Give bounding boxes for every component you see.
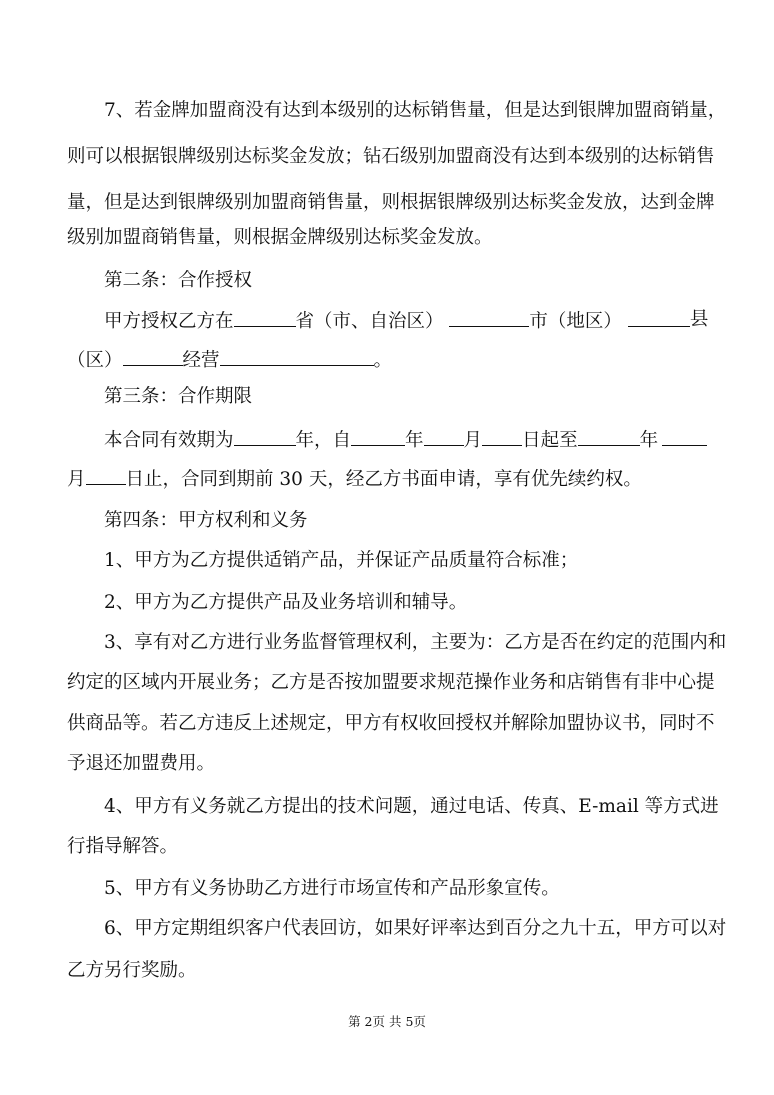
article2-line2 <box>67 346 707 374</box>
article4-item2: 2、甲方为乙方提供产品及业务培训和辅导。 <box>104 592 468 613</box>
start-year-blank[interactable] <box>351 426 405 446</box>
article4-item5: 5、甲方有义务协助乙方进行市场宣传和产品形象宣传。 <box>104 878 560 899</box>
article3-text: 年 <box>405 430 424 451</box>
article3-text: 月 <box>463 430 483 451</box>
article3-heading: 第三条：合作期限 <box>104 386 253 407</box>
district-blank[interactable] <box>123 346 183 366</box>
end-day-blank[interactable] <box>86 465 126 485</box>
article2-heading: 第二条：合作授权 <box>104 270 253 291</box>
article2-line1 <box>104 307 707 335</box>
article3-line2 <box>67 465 707 493</box>
article2-text: 市（地区） <box>529 311 622 332</box>
article3-text: 月 <box>67 469 86 490</box>
article4-item4-line1: 4、甲方有义务就乙方提出的技术问题，通过电话、传真、E-mail 等方式进 <box>104 796 719 817</box>
article3-text: 日止，合同到期前 30 天，经乙方书面申请，享有优先续约权。 <box>125 469 642 490</box>
end-year-blank[interactable] <box>578 426 640 446</box>
article4-item4-line2: 行指导解答。 <box>67 836 179 857</box>
article3-text: 本合同有效期为 <box>104 430 234 451</box>
validity-years-blank[interactable] <box>234 426 296 446</box>
article3-text: 年，自 <box>295 430 352 451</box>
province-blank[interactable] <box>234 307 296 327</box>
article3-line1 <box>104 426 707 454</box>
article4-item6-line2: 乙方另行奖励。 <box>67 960 197 981</box>
article4-item1: 1、甲方为乙方提供适销产品，并保证产品质量符合标准； <box>104 550 579 571</box>
city-blank[interactable] <box>449 307 529 327</box>
start-day-blank[interactable] <box>482 426 522 446</box>
article4-item3-line2: 约定的区域内开展业务；乙方是否按加盟要求规范操作业务和店销售有非中心提 <box>67 672 715 693</box>
article2-text: 经营 <box>182 350 220 371</box>
article2-text: 甲方授权乙方在 <box>104 311 234 332</box>
article3-text: 日起至 <box>522 430 578 451</box>
clause7-line3: 量，但是达到银牌级别加盟商销售量，则根据银牌级别达标奖金发放，达到金牌 <box>67 192 715 213</box>
clause7-line2: 则可以根据银牌级别达标奖金发放；钻石级别加盟商没有达到本级别的达标销售 <box>67 146 715 167</box>
county-blank[interactable] <box>628 307 690 327</box>
article4-heading: 第四条：甲方权利和义务 <box>104 510 308 531</box>
clause7-line4: 级别加盟商销售量，则根据金牌级别达标奖金发放。 <box>67 227 493 248</box>
article4-item3-line3: 供商品等。若乙方违反上述规定，甲方有权收回授权并解除加盟协议书，同时不 <box>67 713 715 734</box>
article4-item6-line1: 6、甲方定期组织客户代表回访，如果好评率达到百分之九十五，甲方可以对 <box>104 918 727 939</box>
article2-text: 。 <box>373 350 393 371</box>
article4-item3-line1: 3、享有对乙方进行业务监督管理权利，主要为：乙方是否在约定的范围内和 <box>104 632 727 653</box>
start-month-blank[interactable] <box>424 426 464 446</box>
page-number-footer: 第 2页 共 5页 <box>348 1014 426 1029</box>
article3-text: 年 <box>639 430 659 451</box>
article4-item3-line4: 予退还加盟费用。 <box>67 753 216 774</box>
article2-text: 县 <box>689 309 709 330</box>
article2-text: 省（市、自治区） <box>295 311 444 332</box>
business-scope-blank[interactable] <box>220 346 374 366</box>
end-month-blank[interactable] <box>662 426 707 446</box>
clause7-line1: 7、若金牌加盟商没有达到本级别的达标销售量，但是达到银牌加盟商销量， <box>104 100 727 121</box>
article2-text: （区） <box>67 350 123 371</box>
